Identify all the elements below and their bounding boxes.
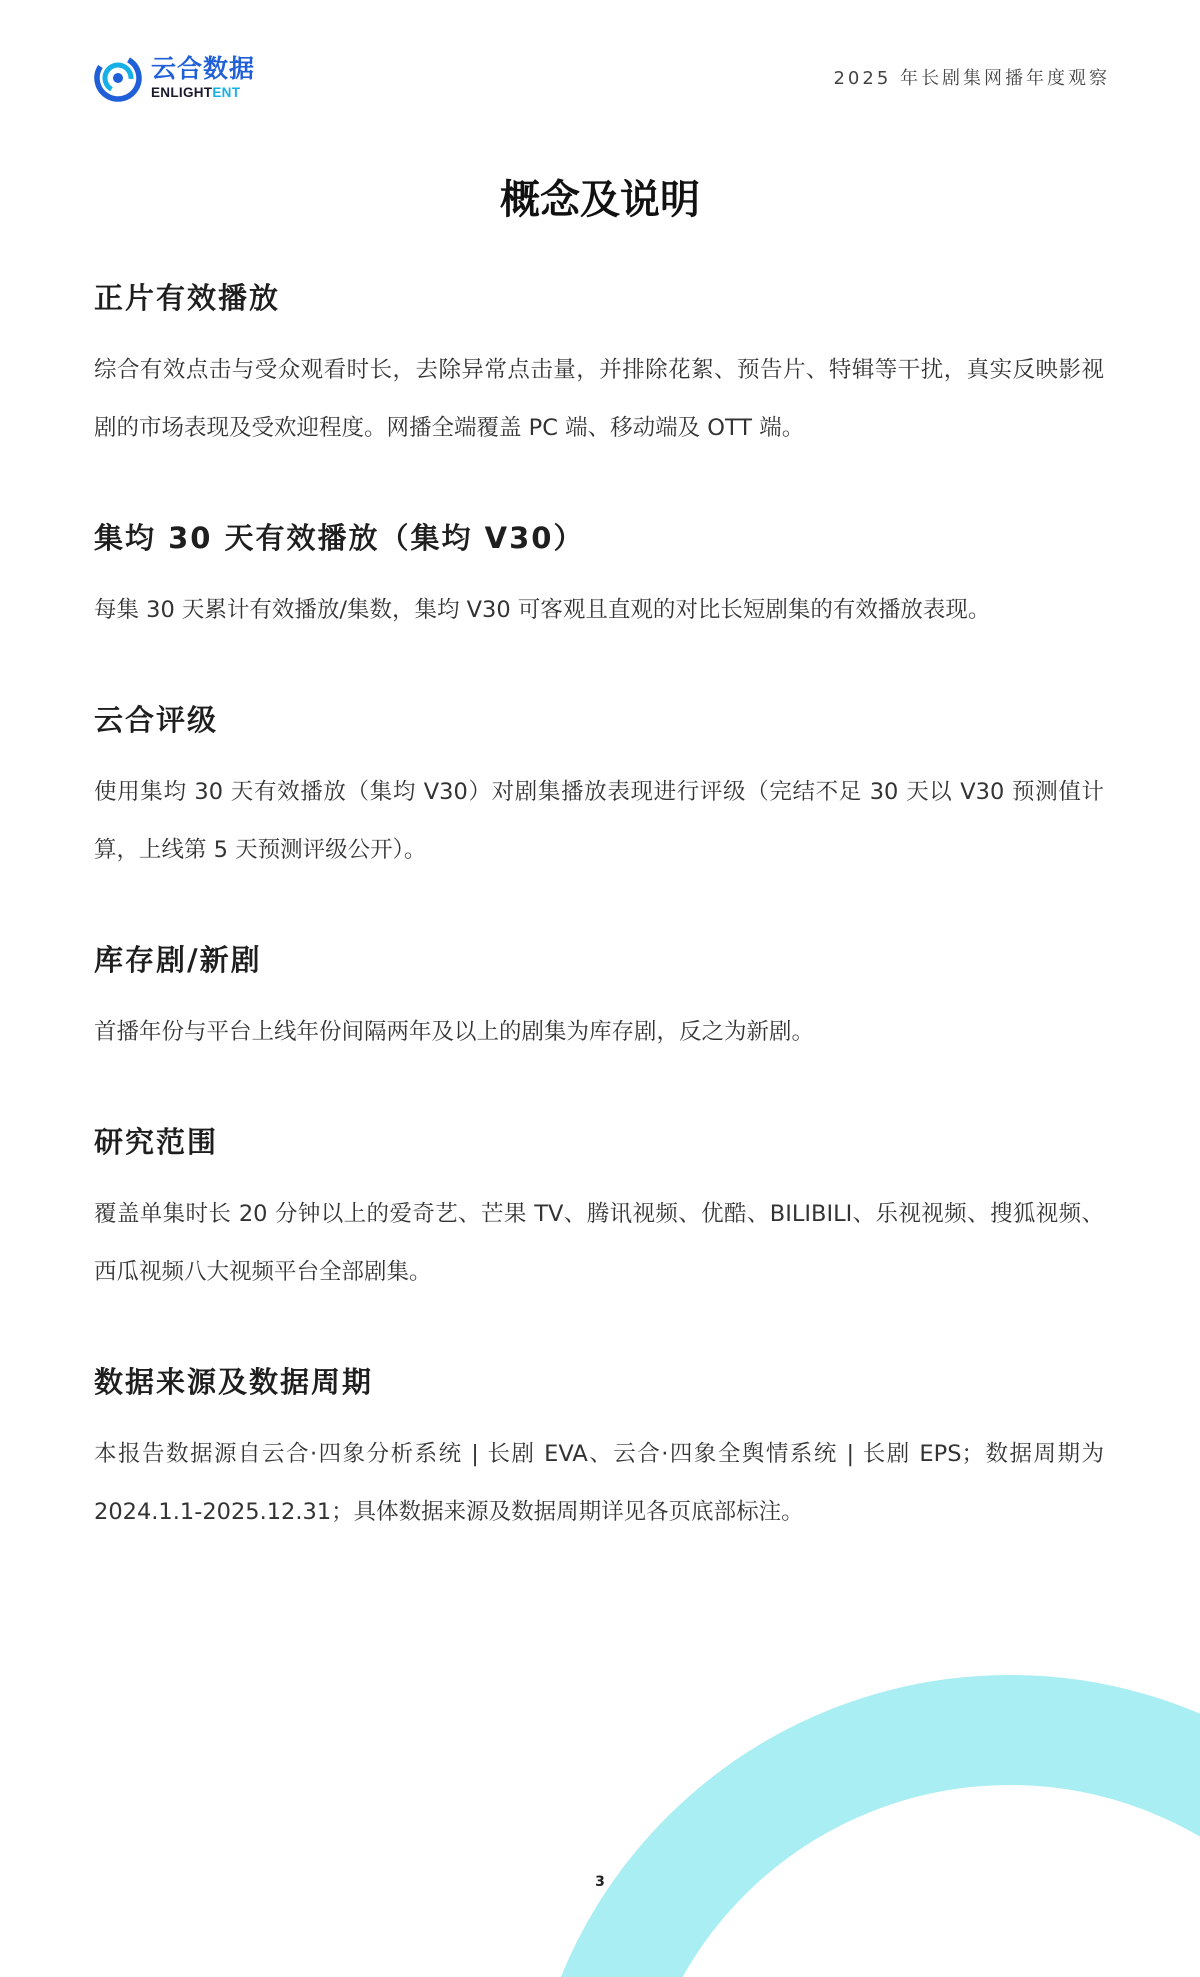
section-body: 首播年份与平台上线年份间隔两年及以上的剧集为库存剧，反之为新剧。: [94, 1019, 815, 1045]
section-heading: 库存剧/新剧: [94, 943, 262, 977]
logo-english-main: ENLIGHT: [151, 85, 213, 101]
section-heading: 研究范围: [94, 1125, 219, 1159]
section-library-new: [94, 937, 1104, 1061]
section-scope: [94, 1119, 1104, 1301]
report-title: 2025 年长剧集网播年度观察: [833, 68, 1110, 89]
section-heading: 正片有效播放: [94, 281, 281, 315]
section-body: 本报告数据源自云合·四象分析系统 | 长剧 EVA、云合·四象全舆情系统 | 长剧 EPS；数据周期为 2024.1.1-2025.12.31；具体数据来源及数据周期详见各页底部标注。: [94, 1441, 1104, 1525]
section-rating: [94, 697, 1104, 879]
section-heading: 集均 30 天有效播放（集均 V30）: [94, 521, 585, 555]
page-title: 概念及说明: [500, 177, 700, 223]
section-heading: 云合评级: [94, 703, 219, 737]
section-data-source: [94, 1359, 1104, 1541]
page-number: 3: [595, 1874, 605, 1890]
brand-logo: [93, 50, 255, 106]
logo-mark-icon: [93, 53, 143, 103]
section-v30: [94, 515, 1104, 639]
logo-english-name: [151, 86, 255, 100]
logo-english-accent: ENT: [212, 85, 241, 101]
section-heading: 数据来源及数据周期: [94, 1365, 374, 1399]
section-body: 覆盖单集时长 20 分钟以上的爱奇艺、芒果 TV、腾讯视频、优酷、BILIBILI、乐视视频、搜狐视频、西瓜视频八大视频平台全部剧集。: [94, 1201, 1104, 1285]
logo-chinese-name: 云合数据: [151, 54, 256, 84]
section-body: 使用集均 30 天有效播放（集均 V30）对剧集播放表现进行评级（完结不足 30 天以 V30 预测值计算，上线第 5 天预测评级公开）。: [94, 779, 1104, 863]
section-body: 综合有效点击与受众观看时长，去除异常点击量，并排除花絮、预告片、特辑等干扰，真实反映影视剧的市场表现及受欢迎程度。网播全端覆盖 PC 端、移动端及 OTT 端。: [94, 357, 1104, 441]
section-effective-playback: [94, 275, 1104, 457]
definitions-content: [94, 275, 1104, 1599]
section-body: 每集 30 天累计有效播放/集数，集均 V30 可客观且直观的对比长短剧集的有效播放表现。: [94, 597, 991, 623]
